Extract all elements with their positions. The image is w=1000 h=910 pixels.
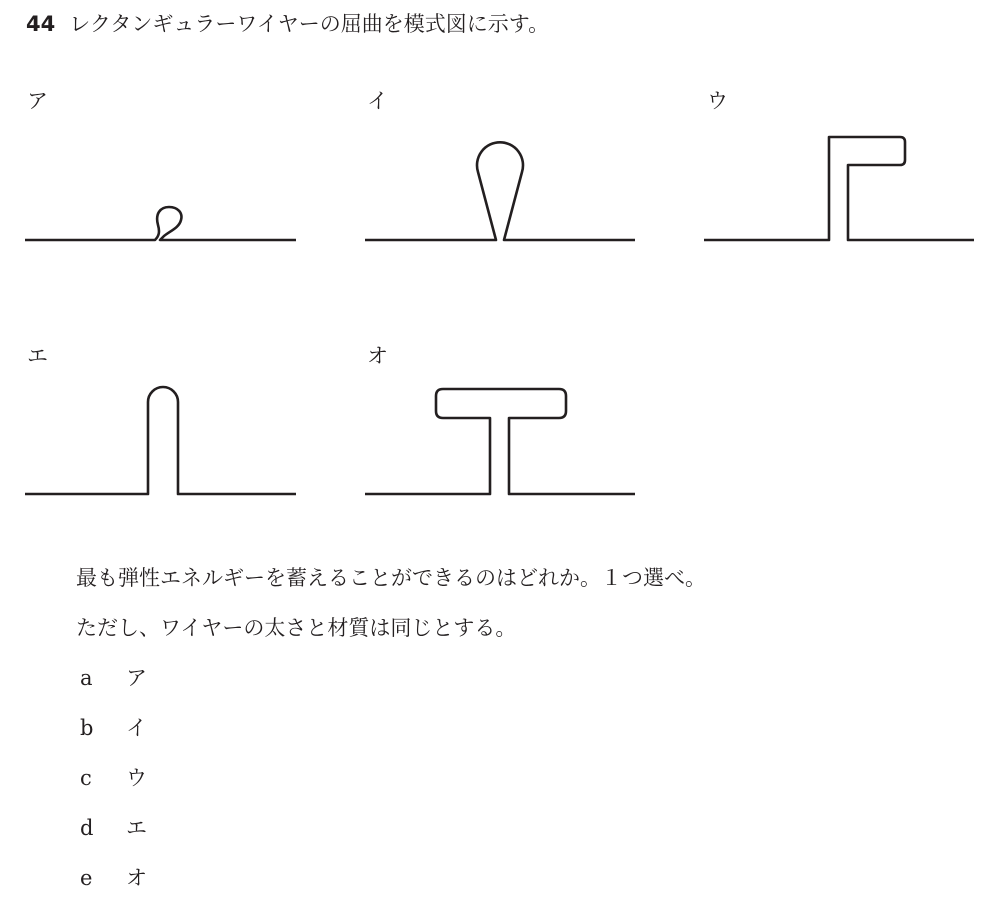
- option-c-letter: c: [80, 766, 92, 790]
- option-a[interactable]: [80, 662, 147, 692]
- wire-a: [25, 207, 296, 240]
- option-c-text: ウ: [126, 766, 147, 790]
- option-d-text: エ: [126, 816, 147, 840]
- option-e[interactable]: [80, 862, 147, 892]
- question-title: レクタンギュラーワイヤーの屈曲を模式図に示す。: [69, 12, 550, 36]
- diagram-e-label: オ: [367, 344, 388, 368]
- question-stem-line-2: ただし、ワイヤーの太さと材質は同じとする。: [76, 616, 517, 640]
- option-e-text: オ: [126, 866, 147, 890]
- wire-e: [365, 389, 635, 494]
- wire-b: [365, 142, 635, 240]
- option-a-letter: a: [80, 666, 93, 690]
- option-b-letter: b: [80, 716, 94, 740]
- diagram-e: [365, 344, 635, 494]
- diagram-b-label: イ: [367, 89, 388, 113]
- diagram-d: [25, 344, 296, 494]
- diagram-b: [365, 89, 635, 240]
- option-b-text: イ: [126, 716, 147, 740]
- option-b[interactable]: [80, 712, 147, 742]
- diagram-a-label: ア: [27, 89, 48, 113]
- option-d[interactable]: [80, 812, 147, 842]
- option-d-letter: d: [80, 816, 94, 840]
- diagram-c: [704, 89, 974, 240]
- diagram-d-label: エ: [27, 344, 48, 368]
- option-a-text: ア: [126, 666, 147, 690]
- option-e-letter: e: [80, 866, 93, 890]
- question-number: 44: [26, 12, 56, 36]
- diagram-c-label: ウ: [707, 89, 728, 113]
- option-c[interactable]: [80, 762, 147, 792]
- wire-c: [704, 137, 974, 240]
- question-stem-line-1: 最も弾性エネルギーを蓄えることができるのはどれか。１つ選べ。: [76, 566, 706, 590]
- diagram-a: [25, 89, 296, 240]
- wire-d: [25, 387, 296, 494]
